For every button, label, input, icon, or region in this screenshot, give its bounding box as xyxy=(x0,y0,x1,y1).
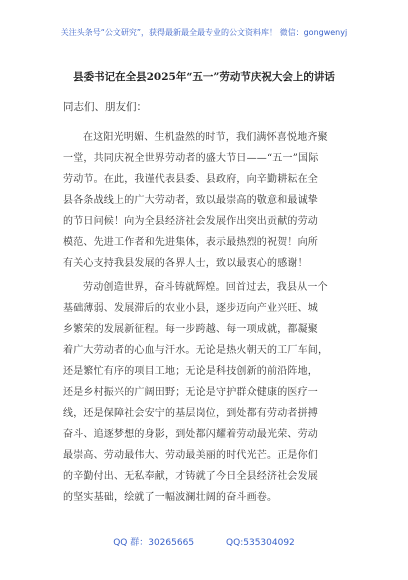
paragraph-line: 最崇高、劳动最伟大、劳动最美丽的时代光芒。正是你们 xyxy=(63,450,318,461)
paragraph-1 xyxy=(63,127,349,274)
paragraph-line: 劳动创造世界，奋斗铸就辉煌。回首过去，我县从一个 xyxy=(83,282,328,293)
paragraph-line: 乡繁荣的发展新征程。每一步跨越、每一项成就，都凝聚 xyxy=(63,324,318,335)
footer-qq-group: QQ 群：30265665 xyxy=(113,538,195,548)
paragraph-line: 有关心支持我县发展的各界人士，致以最衷心的感谢！ xyxy=(63,258,308,269)
paragraph-line: 在这阳光明媚、生机盎然的时节，我们满怀喜悦地齐聚 xyxy=(83,132,328,143)
paragraph-line: 的节日问候！向为全县经济社会发展作出突出贡献的劳动 xyxy=(63,216,318,227)
header-note: 关注头条号“公文研究”，获得最新最全最专业的公文资料库！ 微信：gongwenyj xyxy=(60,28,348,37)
page-title: 县委书记在全县2025年“五一”劳动节庆祝大会上的讲话 xyxy=(73,71,335,83)
paragraph-line: 县各条战线上的广大劳动者，致以最崇高的敬意和最诚挚 xyxy=(63,195,318,206)
footer xyxy=(0,535,408,548)
paragraph-line: 的坚实基础，绘就了一幅波澜壮阔的奋斗画卷。 xyxy=(63,492,278,503)
paragraph-line: 的辛勤付出、无私奉献，才铸就了今日全县经济社会发展 xyxy=(63,471,318,482)
paragraph-line: 还是繁忙有序的项目工地；无论是科技创新的前沿阵地， xyxy=(63,366,318,377)
paragraph-line: 着广大劳动者的心血与汗水。无论是热火朝天的工厂车间， xyxy=(63,345,329,356)
paragraph-line: 劳动节。在此，我谨代表县委、县政府，向辛勤耕耘在全 xyxy=(63,174,318,185)
paragraph-line: 一堂，共同庆祝全世界劳动者的盛大节日——“五一”国际 xyxy=(63,153,319,164)
paragraph-line: 基础薄弱、发展滞后的农业小县，逐步迈向产业兴旺、城 xyxy=(63,303,318,314)
paragraph-line: 模范、先进工作者和先进集体，表示最热烈的祝贺！向所 xyxy=(63,237,318,248)
paragraph-2 xyxy=(63,277,349,508)
paragraph-line: 还是乡村振兴的广阔田野；无论是守护群众健康的医疗一 xyxy=(63,387,318,398)
footer-qq: QQ:535304092 xyxy=(226,538,295,548)
paragraph-line: 线，还是保障社会安宁的基层岗位，到处都有劳动者拼搏 xyxy=(63,408,318,419)
greeting: 同志们、朋友们： xyxy=(63,101,147,113)
paragraph-line: 奋斗、追逐梦想的身影，到处都闪耀着劳动最光荣、劳动 xyxy=(63,429,318,440)
